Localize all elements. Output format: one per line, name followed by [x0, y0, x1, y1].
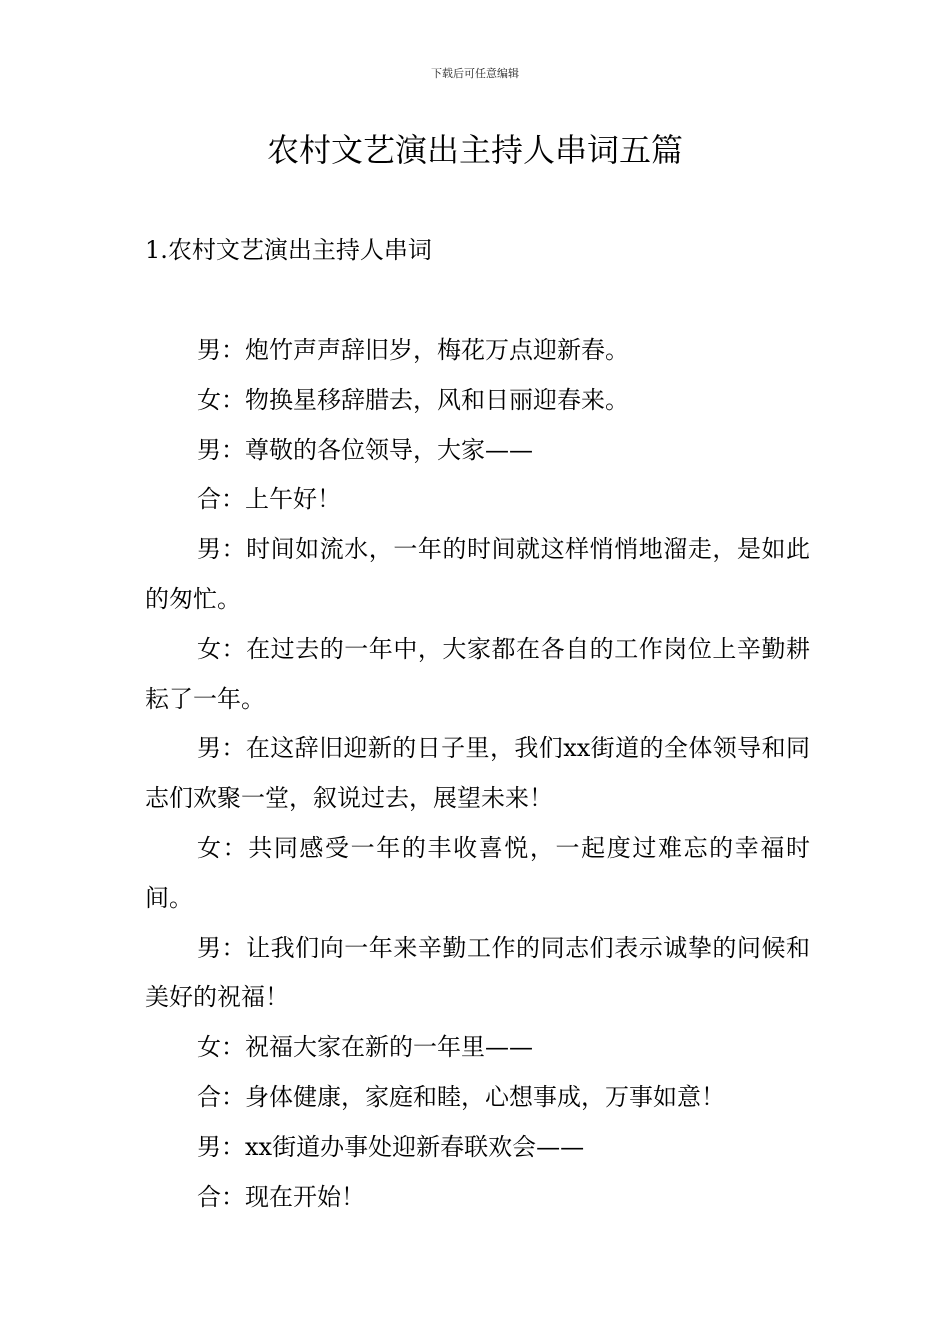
- dialogue-paragraph: 合：上午好！: [197, 485, 341, 514]
- document-title: 农村文艺演出主持人串词五篇: [266, 131, 683, 169]
- dialogue-paragraph: 女：在过去的一年中，大家都在各自的工作岗位上辛勤耕耘了一年。: [145, 634, 810, 713]
- header-note: 下载后可任意编辑: [431, 67, 519, 80]
- dialogue-paragraph: 女：物换星移辞腊去，风和日丽迎春来。: [197, 385, 629, 414]
- dialogue-paragraph: 合：身体健康，家庭和睦，心想事成，万事如意！: [197, 1082, 725, 1111]
- dialogue-paragraph: 女：共同感受一年的丰收喜悦，一起度过难忘的幸福时间。: [145, 833, 810, 912]
- dialogue-paragraph: 男：尊敬的各位领导，大家——: [197, 435, 533, 464]
- dialogue-paragraph: 男：时间如流水，一年的时间就这样悄悄地溜走，是如此的匆忙。: [145, 535, 810, 613]
- section-heading: 1.农村文艺演出主持人串词: [145, 236, 432, 264]
- dialogue-paragraph: 男：炮竹声声辞旧岁，梅花万点迎新春。: [197, 336, 629, 364]
- dialogue-body: [145, 326, 810, 1222]
- dialogue-paragraph: 女：祝福大家在新的一年里——: [197, 1033, 533, 1062]
- dialogue-paragraph: 合：现在开始！: [197, 1182, 365, 1211]
- dialogue-paragraph: 男：让我们向一年来辛勤工作的同志们表示诚挚的问候和美好的祝福！: [145, 933, 810, 1012]
- dialogue-paragraph: 男：xx街道办事处迎新春联欢会——: [197, 1132, 585, 1161]
- dialogue-paragraph: 男：在这辞旧迎新的日子里，我们xx街道的全体领导和同志们欢聚一堂，叙说过去，展望未来！: [145, 734, 810, 813]
